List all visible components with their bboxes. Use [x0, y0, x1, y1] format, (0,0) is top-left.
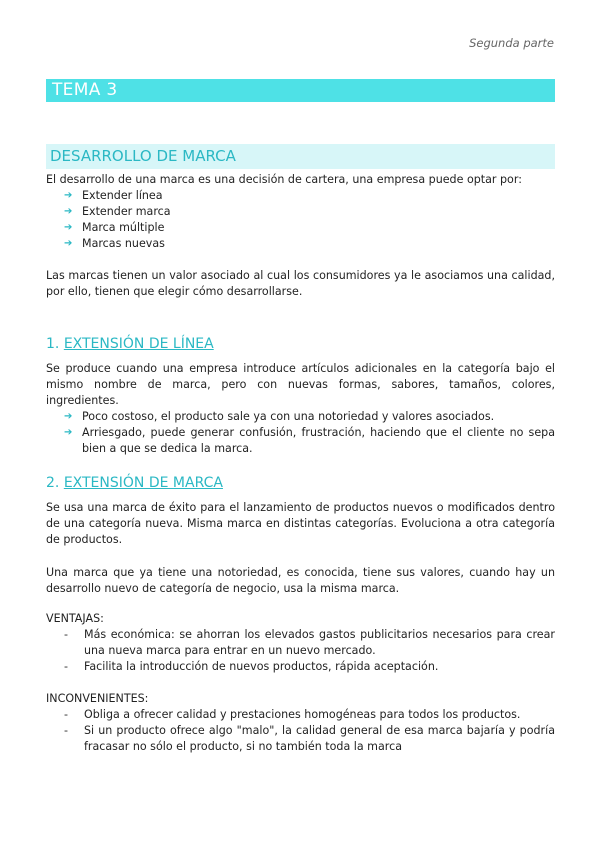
list-item: - Más económica: se ahorran los elevados gastos publicitarios necesarios para crear una nueva marca para entrar en un nuevo mercado. [64, 628, 555, 657]
subsection-2-title: EXTENSIÓN DE MARCA [63, 475, 223, 491]
arrow-icon: ➔ [64, 206, 73, 217]
arrow-icon: ➔ [64, 238, 73, 249]
list-item: ➔ Extender marca [64, 205, 171, 218]
list-item: ➔ Extender línea [64, 189, 163, 202]
tema-title-bar [46, 79, 555, 102]
list-item: ➔ Marca múltiple [64, 221, 165, 234]
list-item: - Si un producto ofrece algo "malo", la calidad general de esa marca bajaría y podría fracasar no sólo el producto, si no también toda la marca [64, 724, 555, 753]
list-item: - Obliga a ofrecer calidad y prestaciones homogéneas para todos los productos. [64, 708, 521, 721]
subsection-2-number: 2. [46, 475, 60, 491]
list-item: ➔ Arriesgado, puede generar confusión, frustración, haciendo que el cliente no sepa bien a que se dedica la marca. [64, 426, 555, 455]
subsection-1-body [46, 361, 555, 457]
tema-title: TEMA 3 [52, 80, 118, 100]
subsection-1-title: EXTENSIÓN DE LÍNEA [63, 336, 214, 352]
page-header-note: Segunda parte [469, 36, 554, 50]
section-title-box [46, 144, 555, 169]
inconvenientes-label: INCONVENIENTES: [46, 692, 149, 705]
intro-list [46, 188, 555, 252]
list-item: - Facilita la introducción de nuevos productos, rápida aceptación. [64, 660, 439, 673]
dash-marker: - [64, 708, 69, 721]
subsection-1-list [46, 409, 555, 457]
arrow-icon: ➔ [64, 222, 73, 233]
subsection-1-text: Se produce cuando una empresa introduce artículos adicionales en la categoría bajo el mismo nombre de marca, pero con nuevas formas, sabores, tamaños, colores, ingredientes. [46, 362, 555, 407]
ventajas-label: VENTAJAS: [46, 612, 104, 625]
arrow-icon: ➔ [64, 411, 73, 422]
dash-marker: - [64, 628, 69, 641]
intro-block [46, 172, 555, 252]
subsection-2-text-1: Se usa una marca de éxito para el lanzamiento de productos nuevos o modificados dentro de una categoría nueva. Misma marca en distintas categorías. Evoluciona a otra categoría de productos. [46, 501, 555, 546]
intro-paragraph: Las marcas tienen un valor asociado al cual los consumidores ya le asociamos una calidad, por ello, tienen que elegir cómo desarrollarse. [46, 269, 555, 298]
list-item: ➔ Poco costoso, el producto sale ya con una notoriedad y valores asociados. [64, 410, 495, 423]
arrow-icon: ➔ [64, 190, 73, 201]
ventajas-list [46, 627, 555, 675]
subsection-1-number: 1. [46, 336, 60, 352]
list-item: ➔ Marcas nuevas [64, 237, 165, 250]
inconvenientes-block [46, 691, 555, 755]
ventajas-block [46, 611, 555, 675]
arrow-icon: ➔ [64, 427, 73, 438]
subsection-2-text-2: Una marca que ya tiene una notoriedad, es conocida, tiene sus valores, cuando hay un desarrollo nuevo de categoría de negocio, usa la misma marca. [46, 566, 555, 595]
inconvenientes-list [46, 707, 555, 755]
subsection-2-heading [46, 475, 223, 491]
dash-marker: - [64, 660, 69, 673]
section-title: DESARROLLO DE MARCA [50, 147, 236, 165]
subsection-1-heading [46, 336, 214, 352]
dash-marker: - [64, 724, 69, 737]
intro-text: El desarrollo de una marca es una decisión de cartera, una empresa puede optar por: [46, 173, 522, 186]
